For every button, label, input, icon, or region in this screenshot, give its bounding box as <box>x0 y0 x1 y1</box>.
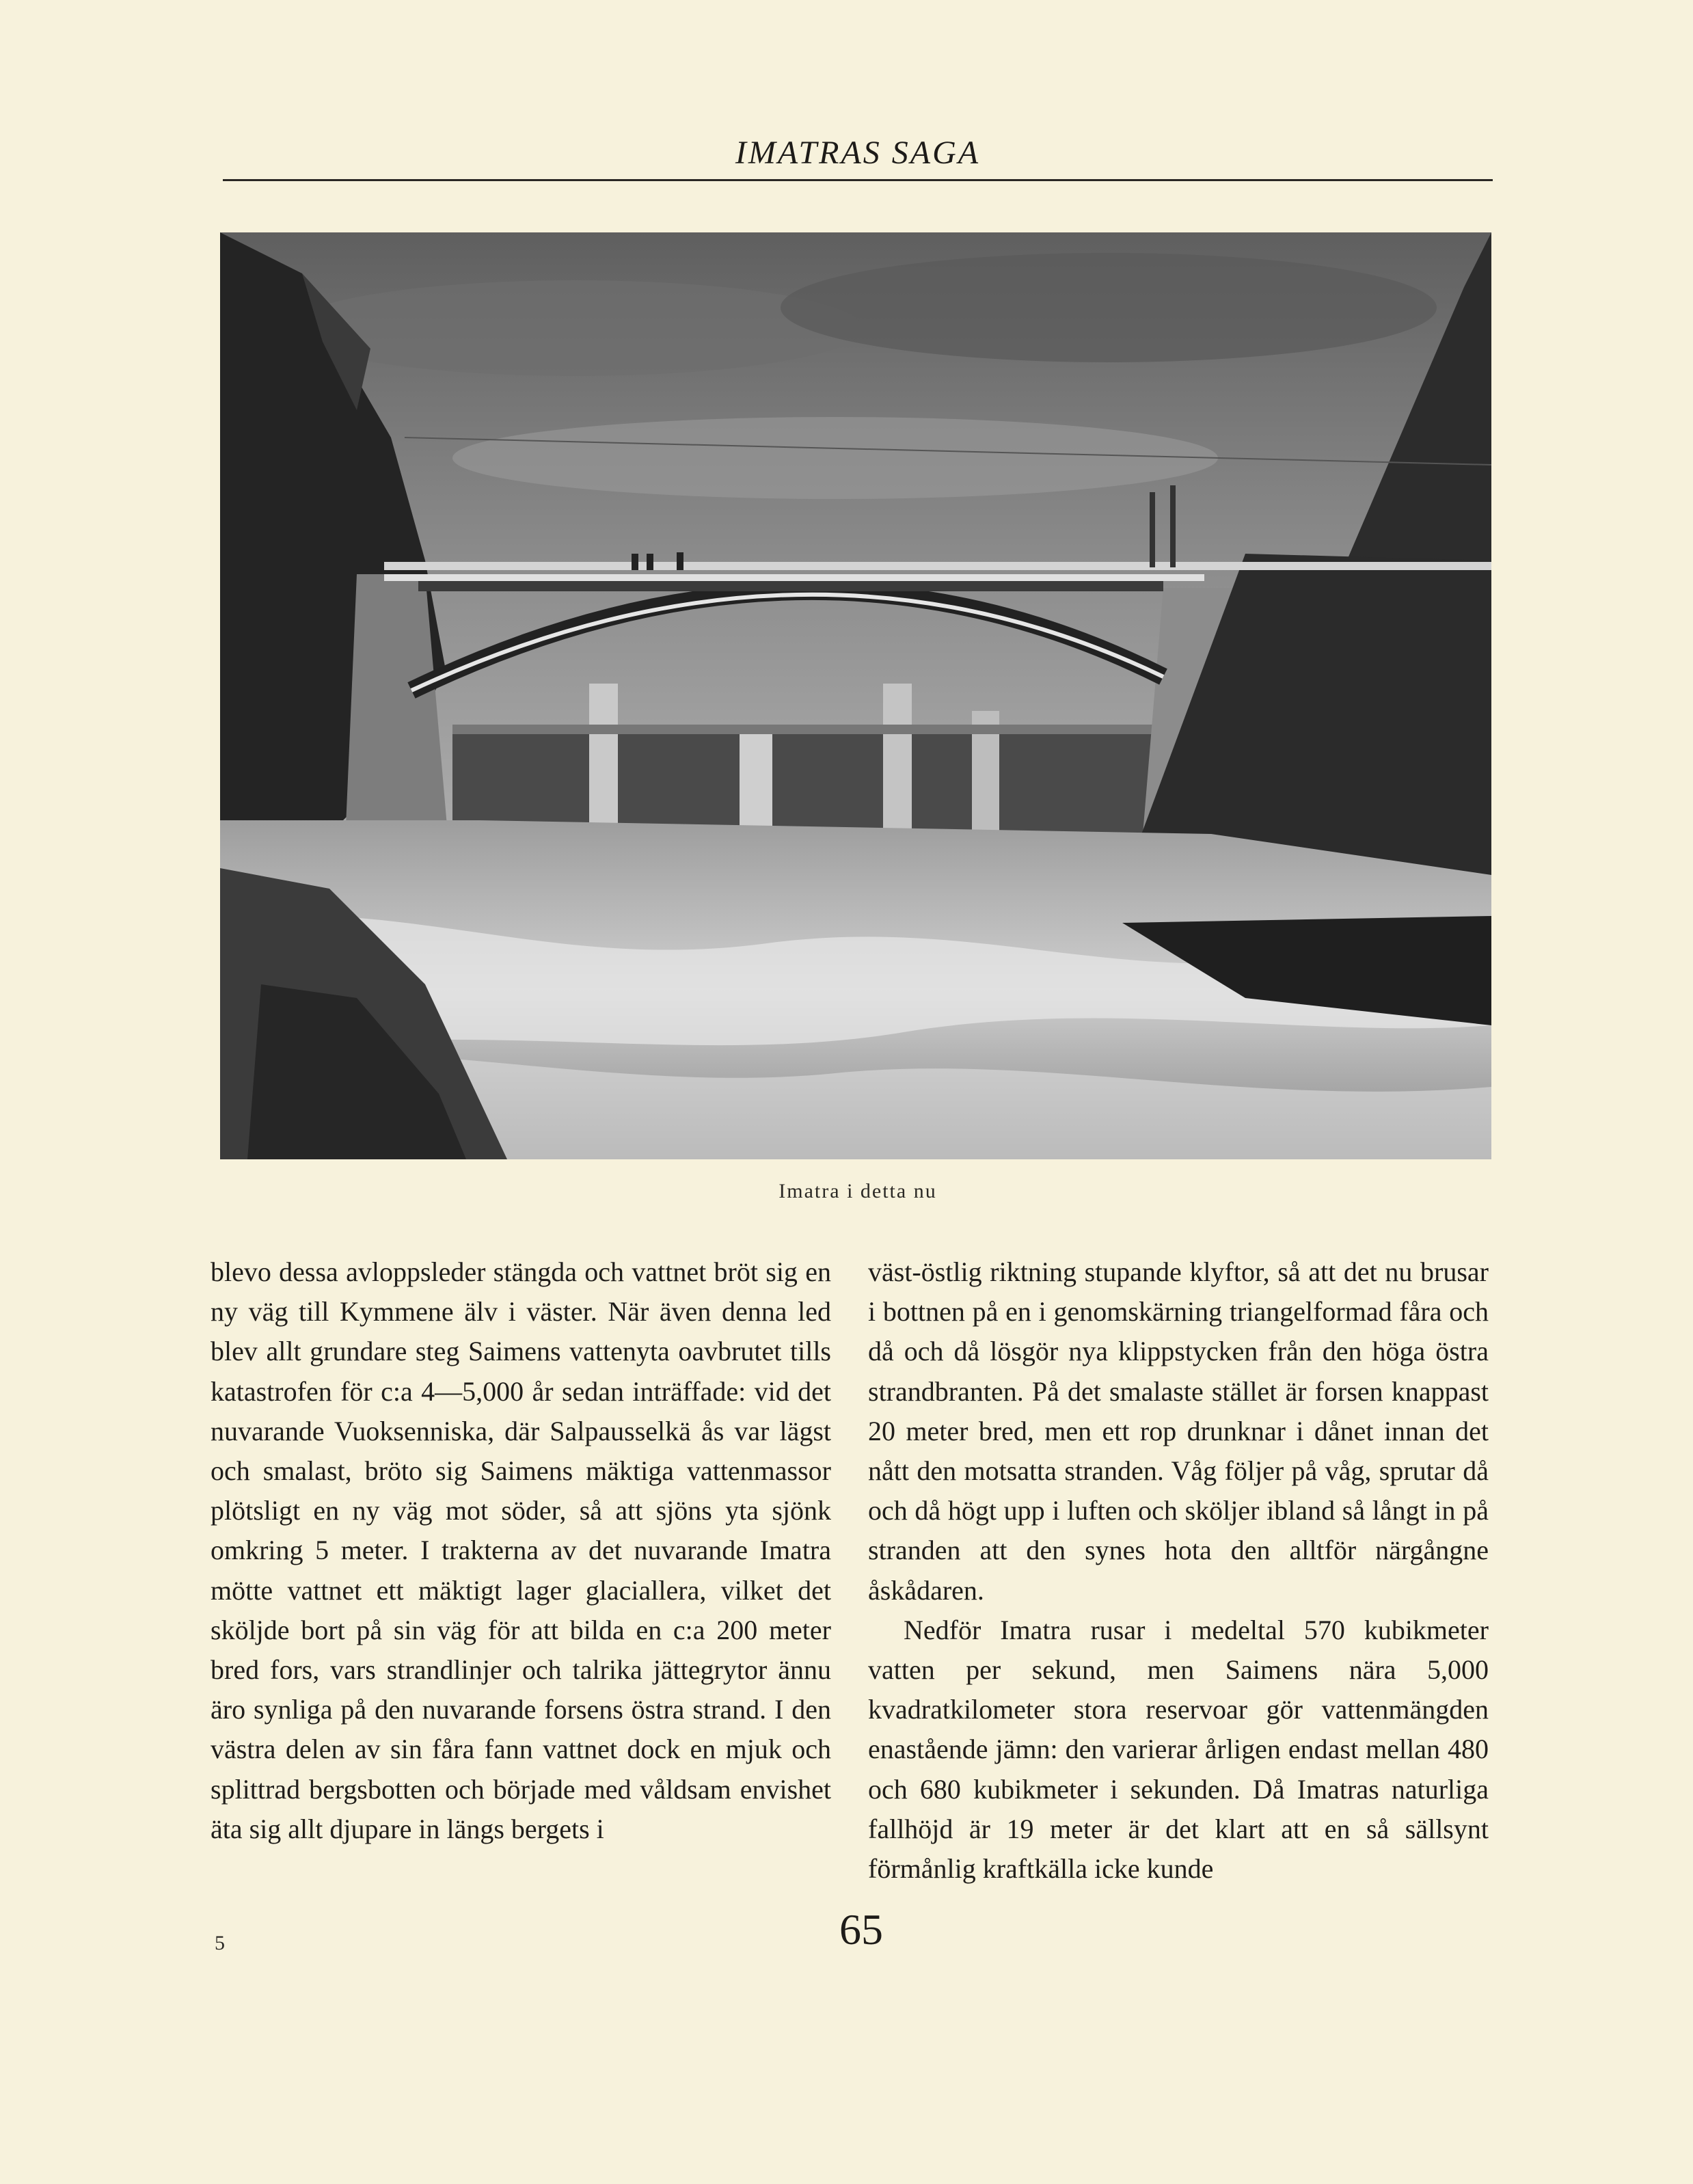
body-paragraph: blevo dessa avloppsleder stängda och vattnet bröt sig en ny väg till Kymmene älv i väster. När även denna led blev allt grundare steg Saimens vattenyta oavbrutet tills katastrofen för c:a 4—5,000 år sedan inträffade: vid det nuvarande Vuoksenniska, där Salpausselkä ås var lägst och smalast, bröto sig Saimens mäktiga vattenmassor plötsligt en ny väg mot söder, så att sjöns yta sjönk omkring 5 meter. I trakterna av det nuvarande Imatra mötte vattnet ett mäktigt lager glaciallera, vilket det sköljde bort på sin väg för att bilda en c:a 200 meter bred fors, vars strandlinjer och talrika jättegrytor ännu äro synliga på den nuvarande forsens östra strand. I den västra delen av sin fåra fann vattnet dock en mjuk och splittrad bergsbotten och började med våldsam envishet äta sig allt djupare in längs bergets i <box>211 1256 831 1844</box>
page-number: 65 <box>839 1905 883 1954</box>
signature-mark: 5 <box>215 1932 225 1954</box>
header-rule <box>223 179 1493 181</box>
body-column-right <box>868 1252 1489 1889</box>
bridge-photo-illustration <box>220 232 1491 1159</box>
figure-caption: Imatra i detta nu <box>778 1180 937 1202</box>
body-column-left <box>211 1252 831 1849</box>
body-paragraph: Nedför Imatra rusar i medeltal 570 kubikmeter vatten per sekund, men Saimens nära 5,000 kvadratkilometer stora reservoar gör vattenmängden enastående jämn: den varierar årligen endast mellan 480 och 680 kubikmeter i sekunden. Då Imatras naturliga fallhöjd är 19 meter är det klart att en så sällsynt förmånlig kraftkälla icke kunde <box>868 1614 1489 1885</box>
running-header: IMATRAS SAGA <box>735 135 981 171</box>
figure-photo <box>220 232 1491 1159</box>
body-paragraph: väst-östlig riktning stupande klyftor, så att det nu brusar i bottnen på en i genomskärning triangelformad fåra och då och då lösgör nya klippstycken från den höga östra strandbranten. På det smalaste stället är forsen knappast 20 meter bred, men ett rop drunknar i dånet innan det nått den motsatta stranden. Våg följer på våg, sprutar då och då högt upp i luften och sköljer ibland så långt in på stranden att den synes hota den alltför närgångne åskådaren. <box>868 1256 1489 1606</box>
